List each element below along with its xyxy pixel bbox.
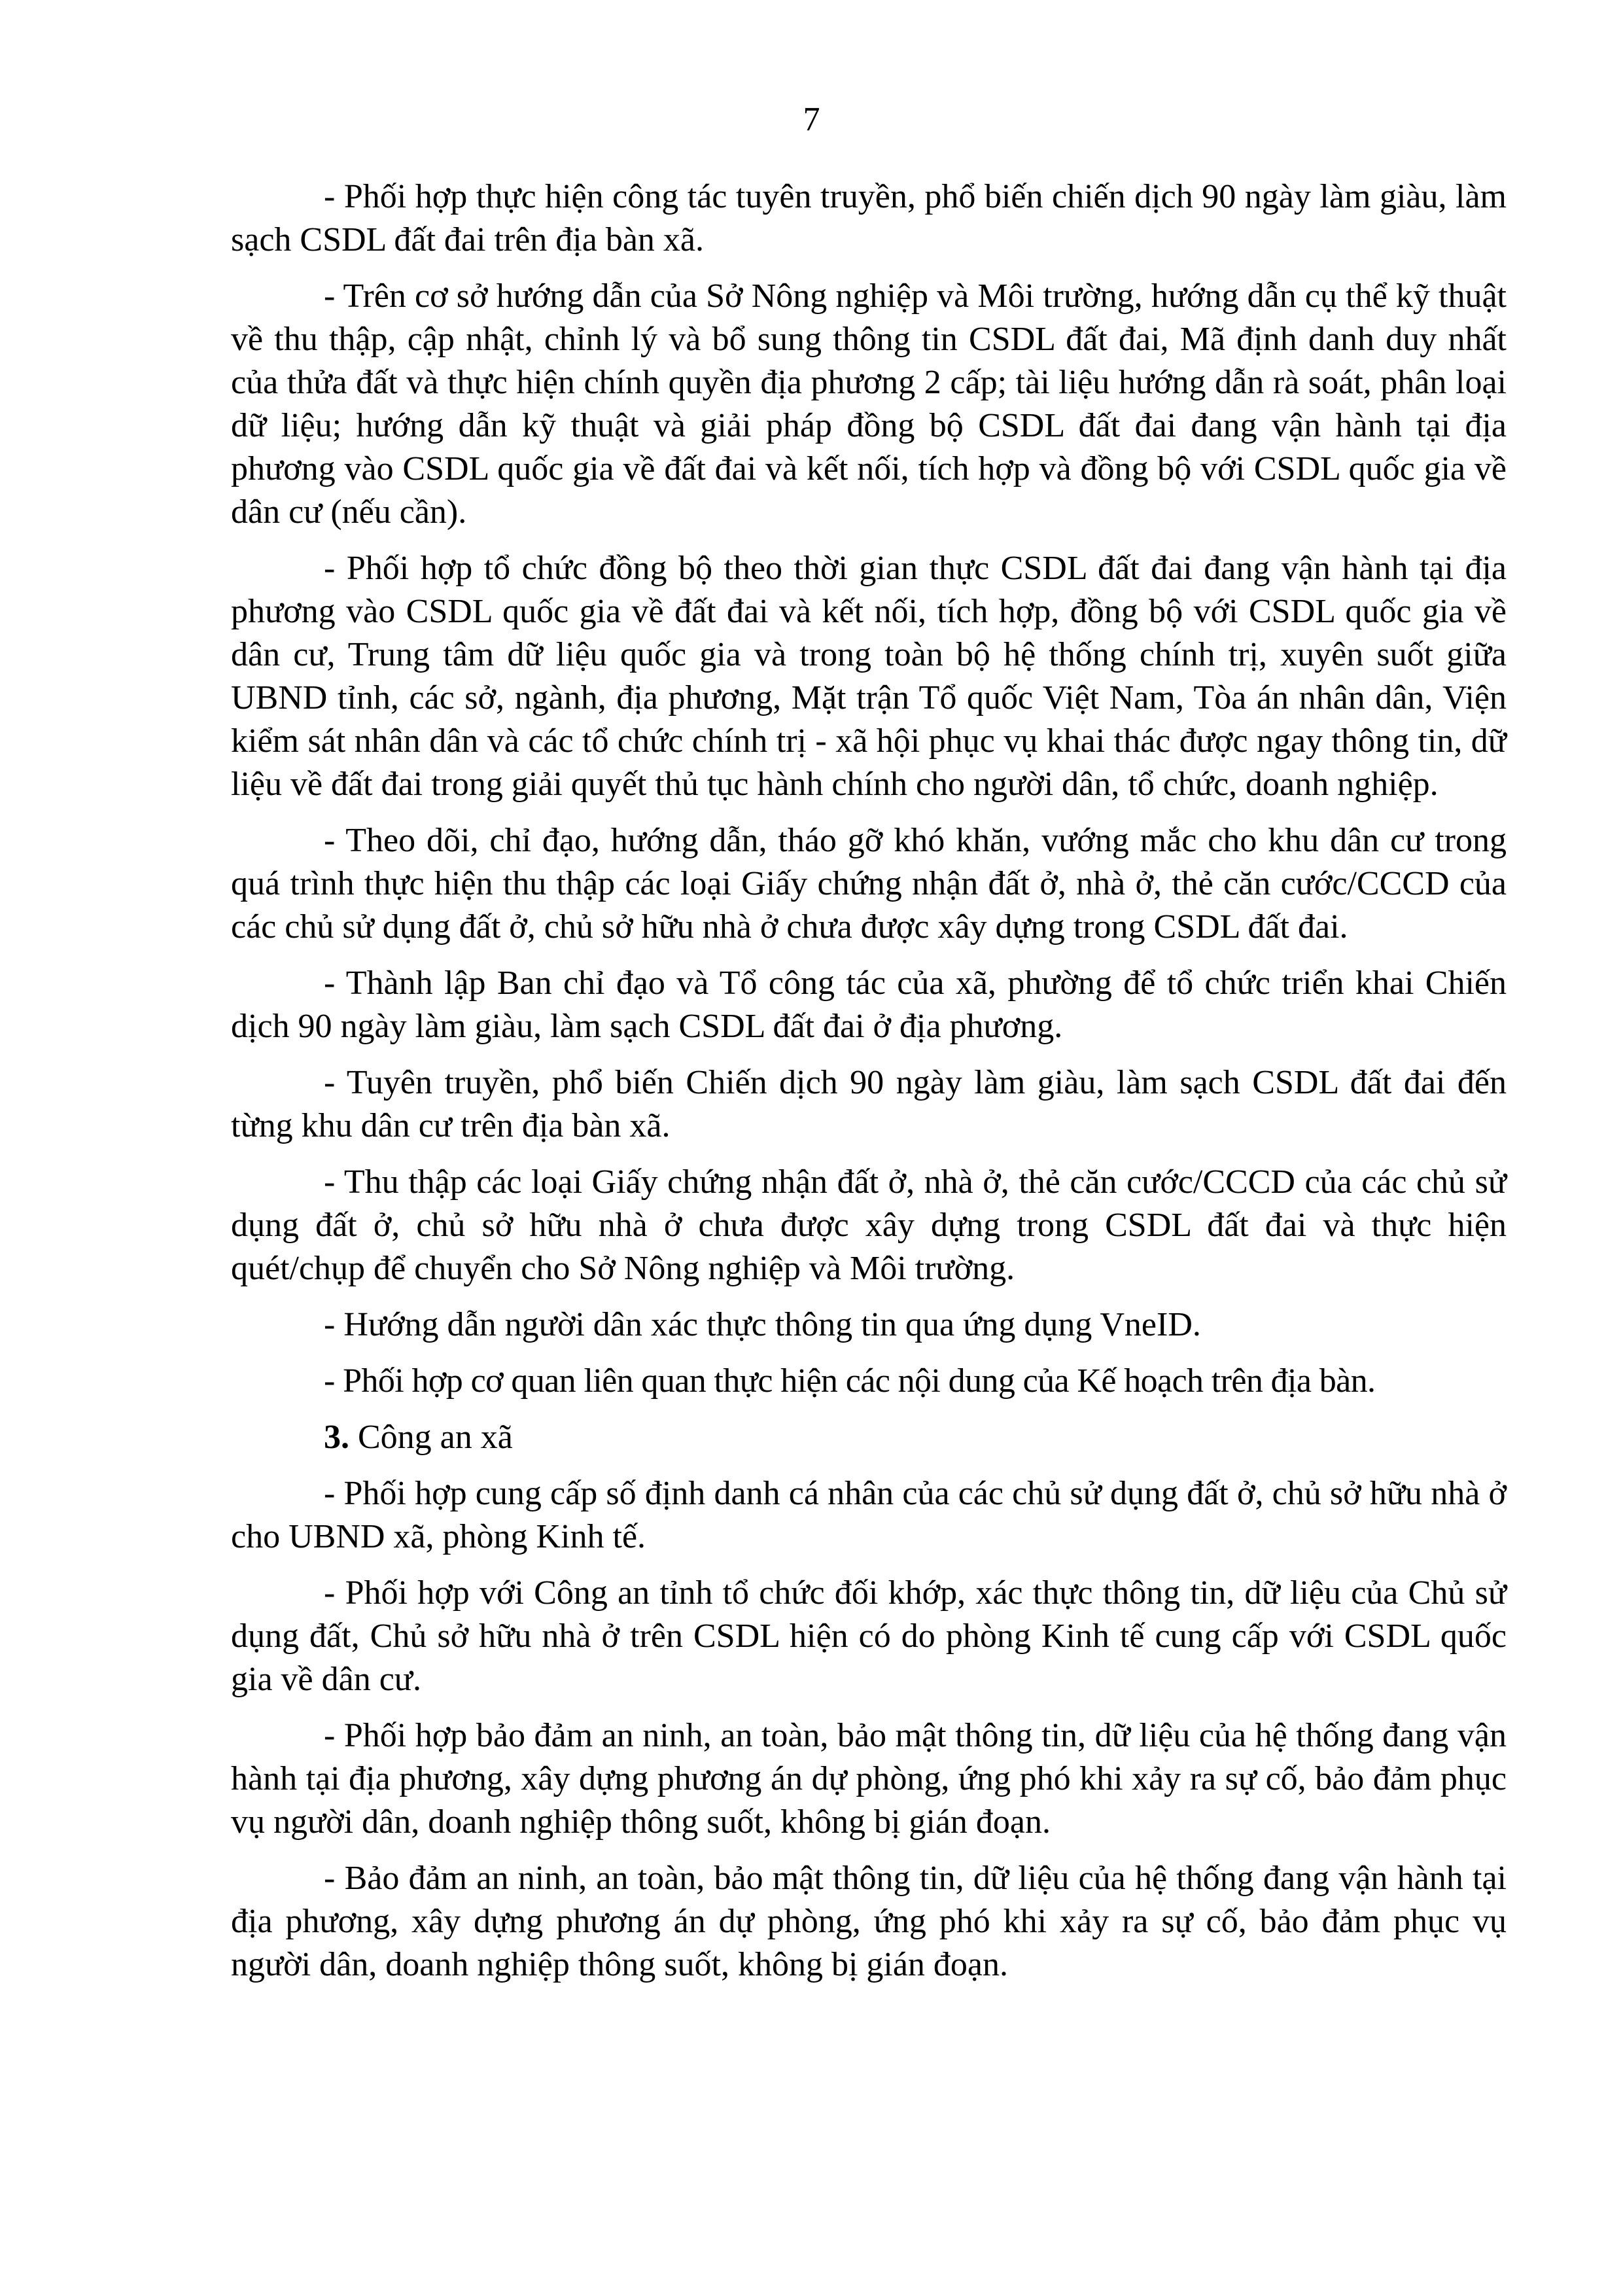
paragraph: - Bảo đảm an ninh, an toàn, bảo mật thông tin, dữ liệu của hệ thống đang vận hành tại địa phương, xây dựng phương án dự phòng, ứng phó khi xảy ra sự cố, bảo đảm phục vụ người dân, doanh nghiệp thông suốt, không bị gián đoạn. [231,1860,1507,1983]
paragraph: - Trên cơ sở hướng dẫn của Sở Nông nghiệp và Môi trường, hướng dẫn cụ thể kỹ thuật về thu thập, cập nhật, chỉnh lý và bổ sung thông tin CSDL đất đai, Mã định danh duy nhất của thửa đất và thực hiện chính quyền địa phương 2 cấp; tài liệu hướng dẫn rà soát, phân loại dữ liệu; hướng dẫn kỹ thuật và giải pháp đồng bộ CSDL đất đai đang vận hành tại địa phương vào CSDL quốc gia về đất đai và kết nối, tích hợp và đồng bộ với CSDL quốc gia về dân cư (nếu cần). [231,277,1507,531]
paragraph: - Thu thập các loại Giấy chứng nhận đất ở, nhà ở, thẻ căn cước/CCCD của các chủ sử dụng đất ở, chủ sở hữu nhà ở chưa được xây dựng trong CSDL đất đai và thực hiện quét/chụp để chuyển cho Sở Nông nghiệp và Môi trường. [231,1163,1507,1287]
paragraph: - Phối hợp thực hiện công tác tuyên truyền, phổ biến chiến dịch 90 ngày làm giàu, làm sạch CSDL đất đai trên địa bàn xã. [231,178,1507,258]
paragraph: - Phối hợp với Công an tỉnh tổ chức đối khớp, xác thực thông tin, dữ liệu của Chủ sử dụng đất, Chủ sở hữu nhà ở trên CSDL hiện có do phòng Kinh tế cung cấp với CSDL quốc gia về dân cư. [231,1574,1507,1698]
paragraph: - Phối hợp bảo đảm an ninh, an toàn, bảo mật thông tin, dữ liệu của hệ thống đang vận hành tại địa phương, xây dựng phương án dự phòng, ứng phó khi xảy ra sự cố, bảo đảm phục vụ người dân, doanh nghiệp thông suốt, không bị gián đoạn. [231,1717,1507,1841]
document-body [231,175,1507,2000]
paragraph: - Phối hợp tổ chức đồng bộ theo thời gian thực CSDL đất đai đang vận hành tại địa phương vào CSDL quốc gia về đất đai và kết nối, tích hợp, đồng bộ với CSDL quốc gia về dân cư, Trung tâm dữ liệu quốc gia và trong toàn bộ hệ thống chính trị, xuyên suốt giữa UBND tỉnh, các sở, ngành, địa phương, Mặt trận Tổ quốc Việt Nam, Tòa án nhân dân, Viện kiểm sát nhân dân và các tổ chức chính trị - xã hội phục vụ khai thác được ngay thông tin, dữ liệu về đất đai trong giải quyết thủ tục hành chính cho người dân, tổ chức, doanh nghiệp. [231,550,1507,803]
paragraph: - Tuyên truyền, phổ biến Chiến dịch 90 ngày làm giàu, làm sạch CSDL đất đai đến từng khu dân cư trên địa bàn xã. [231,1064,1507,1144]
page-number: 7 [803,101,820,138]
paragraph: - Theo dõi, chỉ đạo, hướng dẫn, tháo gỡ khó khăn, vướng mắc cho khu dân cư trong quá trình thực hiện thu thập các loại Giấy chứng nhận đất ở, nhà ở, thẻ căn cước/CCCD của các chủ sử dụng đất ở, chủ sở hữu nhà ở chưa được xây dựng trong CSDL đất đai. [231,822,1507,945]
section-title: Công an xã [358,1419,513,1456]
paragraph: - Phối hợp cơ quan liên quan thực hiện các nội dung của Kế hoạch trên địa bàn. [324,1362,1376,1400]
paragraph: - Thành lập Ban chỉ đạo và Tổ công tác của xã, phường để tổ chức triển khai Chiến dịch 90 ngày làm giàu, làm sạch CSDL đất đai ở địa phương. [231,964,1507,1045]
paragraph: - Phối hợp cung cấp số định danh cá nhân của các chủ sử dụng đất ở, chủ sở hữu nhà ở cho UBND xã, phòng Kinh tế. [231,1475,1507,1555]
section-heading [231,1416,1507,1459]
paragraph: - Hướng dẫn người dân xác thực thông tin qua ứng dụng VneID. [324,1306,1201,1343]
section-number: 3. [324,1419,349,1456]
